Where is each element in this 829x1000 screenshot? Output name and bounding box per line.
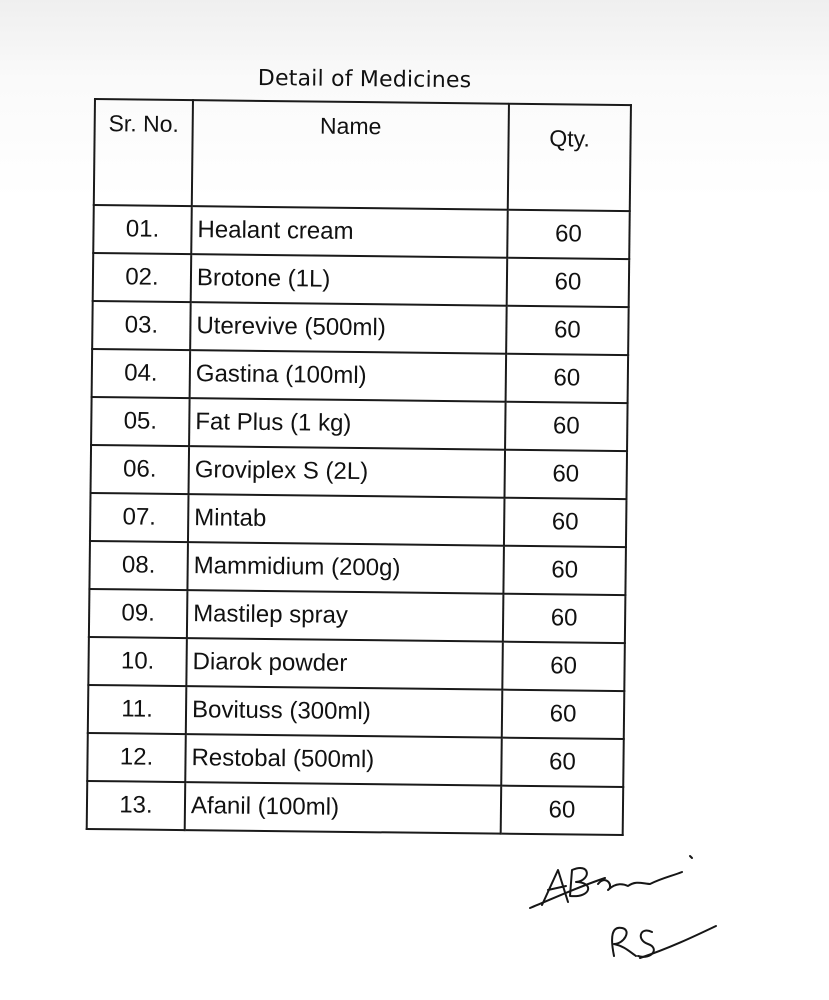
row-qty: 60 (507, 210, 630, 259)
row-qty: 60 (505, 402, 628, 451)
row-qty: 60 (501, 738, 624, 787)
row-sr-no: 06. (91, 445, 190, 494)
table-row (92, 349, 629, 403)
row-medicine-name: Gastina (100ml) (190, 350, 507, 402)
row-qty: 60 (507, 258, 630, 307)
row-medicine-name: Brotone (1L) (191, 254, 508, 306)
document-title: Detail of Medicines (257, 66, 472, 94)
signature-2-letter-s (638, 931, 654, 957)
signature-1-underline-stroke (530, 878, 605, 908)
signature-1-letter-b (570, 868, 588, 896)
row-qty: 60 (504, 450, 627, 499)
row-qty: 60 (503, 594, 626, 643)
table-header-row (94, 99, 631, 211)
row-medicine-name: Mastilep spray (187, 590, 504, 642)
row-medicine-name: Bovituss (300ml) (186, 686, 503, 738)
row-qty: 60 (502, 690, 625, 739)
row-medicine-name: Diarok powder (186, 638, 503, 690)
row-qty: 60 (501, 786, 624, 835)
row-sr-no: 12. (87, 733, 186, 782)
table-row (92, 301, 629, 355)
row-medicine-name: Mammidium (200g) (187, 542, 504, 594)
row-sr-no: 11. (88, 685, 187, 734)
row-sr-no: 01. (93, 205, 192, 254)
row-sr-no: 04. (92, 349, 191, 398)
table-row (88, 685, 625, 739)
row-qty: 60 (504, 498, 627, 547)
row-sr-no: 08. (89, 541, 188, 590)
signature-2-letter-r (612, 928, 636, 956)
table-row (93, 205, 630, 259)
table-row (89, 589, 626, 643)
header-qty: Qty. (508, 104, 631, 211)
table-row (90, 493, 627, 547)
row-sr-no: 13. (87, 781, 186, 830)
handwritten-signature (520, 840, 720, 970)
row-medicine-name: Groviplex S (2L) (189, 446, 506, 498)
row-medicine-name: Fat Plus (1 kg) (189, 398, 506, 450)
table-row (89, 541, 626, 595)
row-medicine-name: Restobal (500ml) (185, 734, 502, 786)
row-sr-no: 07. (90, 493, 189, 542)
table-row (91, 445, 628, 499)
row-sr-no: 10. (88, 637, 187, 686)
medicines-table-container (86, 98, 632, 836)
row-medicine-name: Mintab (188, 494, 505, 546)
row-qty: 60 (503, 546, 626, 595)
signature-1-flourish (598, 872, 682, 890)
row-sr-no: 05. (91, 397, 190, 446)
medicines-table (86, 98, 632, 836)
row-medicine-name: Afanil (100ml) (185, 782, 502, 834)
row-sr-no: 09. (89, 589, 188, 638)
row-sr-no: 02. (93, 253, 192, 302)
table-row (91, 397, 628, 451)
header-sr-no: Sr. No. (94, 99, 193, 206)
row-medicine-name: Uterevive (500ml) (190, 302, 507, 354)
table-row (93, 253, 630, 307)
header-name: Name (192, 100, 509, 210)
table-row (88, 637, 625, 691)
row-sr-no: 03. (92, 301, 191, 350)
row-medicine-name: Healant cream (191, 206, 508, 258)
row-qty: 60 (506, 354, 629, 403)
signature-1-letter-a (542, 870, 568, 905)
table-row (87, 781, 624, 835)
row-qty: 60 (506, 306, 629, 355)
row-qty: 60 (502, 642, 625, 691)
signature-1-dot (690, 856, 692, 858)
table-row (87, 733, 624, 787)
